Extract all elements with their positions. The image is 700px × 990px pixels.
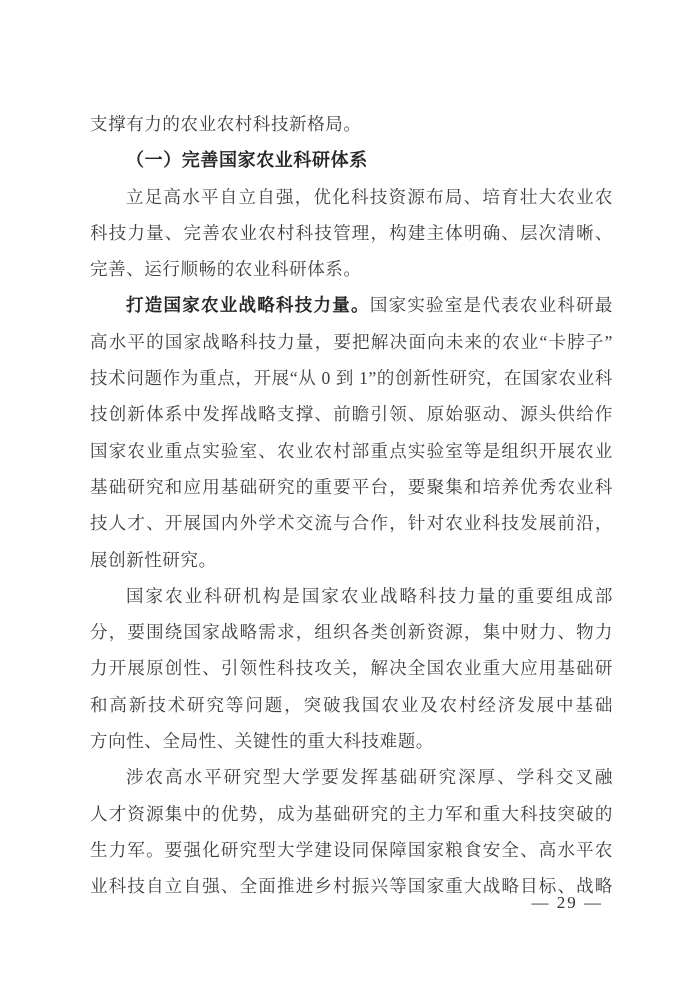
body-text: 力开展原创性、引领性科技攻关，解决全国农业重大应用基础研 (90, 658, 613, 679)
text-line (90, 832, 613, 868)
text-line (90, 723, 613, 759)
body-text: 高水平的国家战略科技力量，要把解决面向未来的农业“卡脖子” (90, 331, 613, 352)
body-text: 技人才、开展国内外学术交流与合作，针对农业科技发展前沿， (90, 513, 613, 534)
text-line (90, 287, 613, 323)
text-line (90, 796, 613, 832)
bold-text: （一）完善国家农业科研体系 (126, 150, 368, 171)
body-text: 国家实验室是代表农业科研最 (369, 295, 613, 316)
body-text: 方向性、全局性、关键性的重大科技难题。 (90, 731, 434, 752)
body-text: 科技力量、完善农业农村科技管理，构建主体明确、层次清晰、 (90, 222, 613, 243)
body-text: 展创新性研究。 (90, 549, 217, 570)
section-heading (90, 142, 613, 178)
body-text: 分，要围绕国家战略需求，组织各类创新资源，集中财力、物力 (90, 622, 613, 643)
body-text: 生力军。要强化研究型大学建设同保障国家粮食安全、高水平农 (90, 839, 613, 860)
text-line (90, 542, 613, 578)
body-text: 技术问题作为重点，开展“从 0 到 1”的创新性研究，在国家农业科 (90, 368, 613, 389)
text-line (90, 578, 613, 614)
body-text: 国家农业重点实验室、农业农村部重点实验室等是组织开展农业 (90, 440, 613, 461)
body-text: 支撑有力的农业农村科技新格局。 (90, 114, 362, 134)
text-line (90, 469, 613, 505)
body-text: 立足高水平自立自强，优化科技资源布局、培育壮大农业农 (126, 186, 613, 207)
text-line (90, 759, 613, 795)
body-text: 和高新技术研究等问题，突破我国农业及农村经济发展中基础 (90, 694, 613, 715)
body-text: 国家农业科研机构是国家农业战略科技力量的重要组成部 (126, 585, 613, 606)
text-line (90, 324, 613, 360)
text-line (90, 433, 613, 469)
body-text: 人才资源集中的优势，成为基础研究的主力军和重大科技突破的 (90, 803, 613, 824)
text-line (90, 251, 613, 287)
bold-text: 打造国家农业战略科技力量。 (126, 295, 370, 316)
footer-page-number: — 29 — (531, 893, 603, 912)
text-line (90, 106, 613, 142)
text-line (90, 505, 613, 541)
text-block (90, 106, 613, 905)
text-line (90, 687, 613, 723)
body-text: 业科技自立自强、全面推进乡村振兴等国家重大战略目标、战略 (90, 876, 613, 897)
text-line (90, 614, 613, 650)
body-text: 技创新体系中发挥战略支撑、前瞻引领、原始驱动、源头供给作 (90, 404, 613, 425)
text-line (90, 179, 613, 215)
body-text: 涉农高水平研究型大学要发挥基础研究深厚、学科交叉融 (126, 767, 613, 788)
text-line (90, 215, 613, 251)
text-line (90, 396, 613, 432)
text-line (90, 360, 613, 396)
text-line (90, 650, 613, 686)
body-text: 完善、运行顺畅的农业科研体系。 (90, 259, 362, 280)
body-text: 基础研究和应用基础研究的重要平台，要聚集和培养优秀农业科 (90, 476, 613, 497)
